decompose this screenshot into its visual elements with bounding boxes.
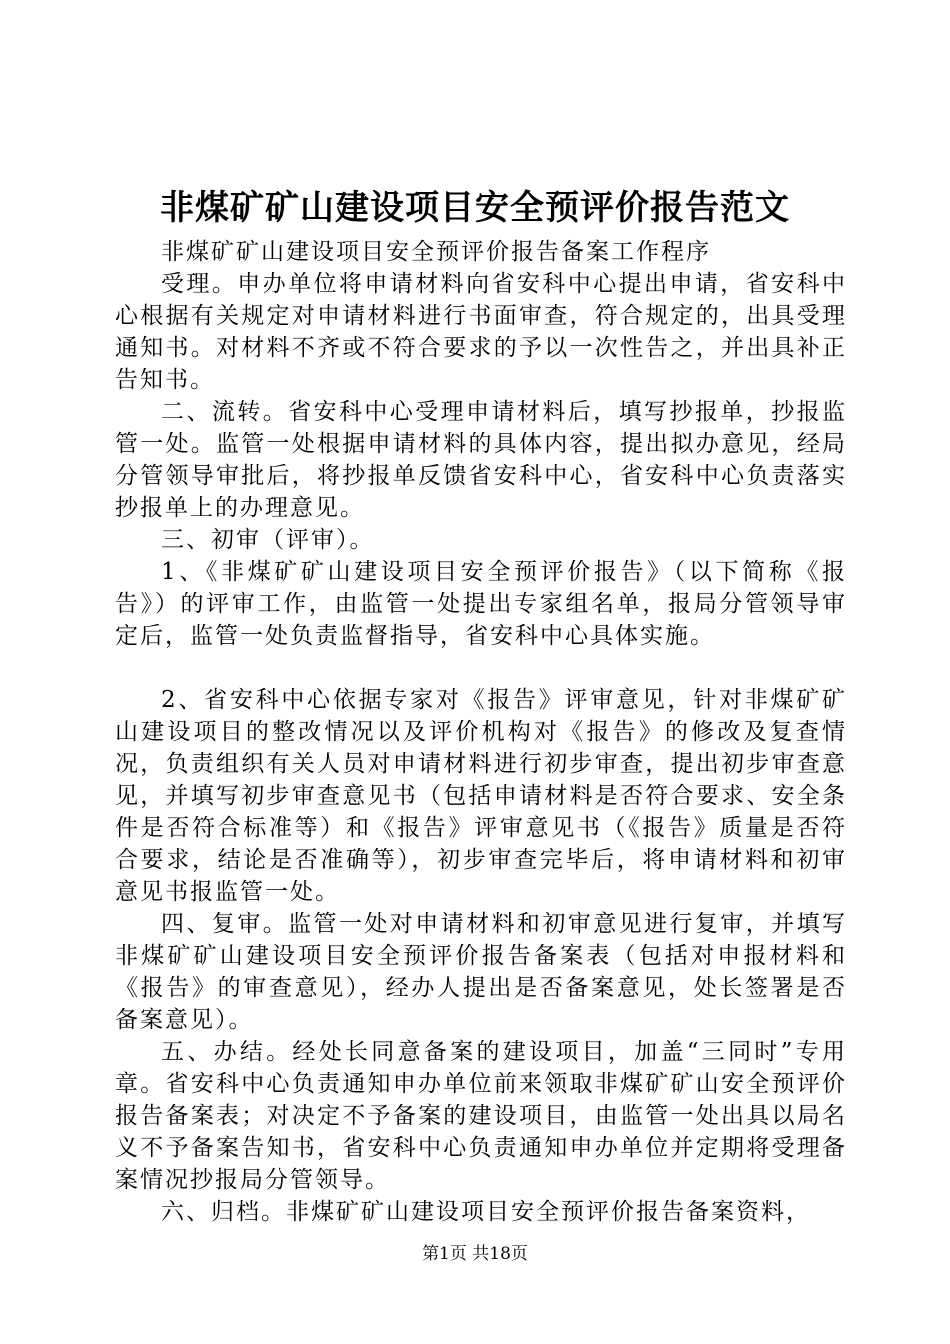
- page-number: 第1页 共18页: [422, 1244, 528, 1264]
- paragraph-re-review: 四、复审。监管一处对申请材料和初审意见进行复审，并填写非煤矿矿山建设项目安全预评价报告备案表（包括对申报材料和《报告》的审查意见），经办人提出是否备案意见，处长签署是否备案意见）。: [115, 911, 847, 1033]
- paragraph-accept: 受理。申办单位将申请材料向省安科中心提出申请，省安科中心根据有关规定对申请材料进行书面审查，符合规定的，出具受理通知书。对材料不齐或不符合要求的予以一次性告之，并出具补正告知书。: [115, 271, 847, 393]
- paragraph-completion: 五、办结。经处长同意备案的建设项目，加盖“三同时”专用章。省安科中心负责通知申办单位前来领取非煤矿矿山安全预评价报告备案表；对决定不予备案的建设项目，由监管一处出具以局名义不予备案告知书，省安科中心负责通知申办单位并定期将受理备案情况抄报局分管领导。: [115, 1039, 847, 1193]
- document-body: [115, 236, 847, 1228]
- paragraph-transfer: 二、流转。省安科中心受理申请材料后，填写抄报单，抄报监管一处。监管一处根据申请材料的具体内容，提出拟办意见，经局分管领导审批后，将抄报单反馈省安科中心，省安科中心负责落实抄报单上的办理意见。: [115, 399, 847, 521]
- paragraph-review-item-2: 2、省安科中心依据专家对《报告》评审意见，针对非煤矿矿山建设项目的整改情况以及评价机构对《报告》的修改及复查情况，负责组织有关人员对申请材料进行初步审查，提出初步审查意见，并填写初步审查意见书（包括申请材料是否符合要求、安全条件是否符合标准等）和《报告》评审意见书（《报告》质量是否符合要求，结论是否准确等），初步审查完毕后，将申请材料和初审意见书报监管一处。: [115, 687, 847, 905]
- paragraph-subtitle: 非煤矿矿山建设项目安全预评价报告备案工作程序: [161, 239, 711, 265]
- paragraph-preliminary-review: 三、初审（评审）。: [161, 527, 375, 553]
- paragraph-archive: 六、归档。非煤矿矿山建设项目安全预评价报告备案资料，: [161, 1199, 811, 1225]
- paragraph-review-item-1: 1、《非煤矿矿山建设项目安全预评价报告》（以下简称《报告》）的评审工作，由监管一处提出专家组名单，报局分管领导审定后，监管一处负责监督指导，省安科中心具体实施。: [115, 559, 847, 649]
- document-title: 非煤矿矿山建设项目安全预评价报告范文: [160, 188, 790, 228]
